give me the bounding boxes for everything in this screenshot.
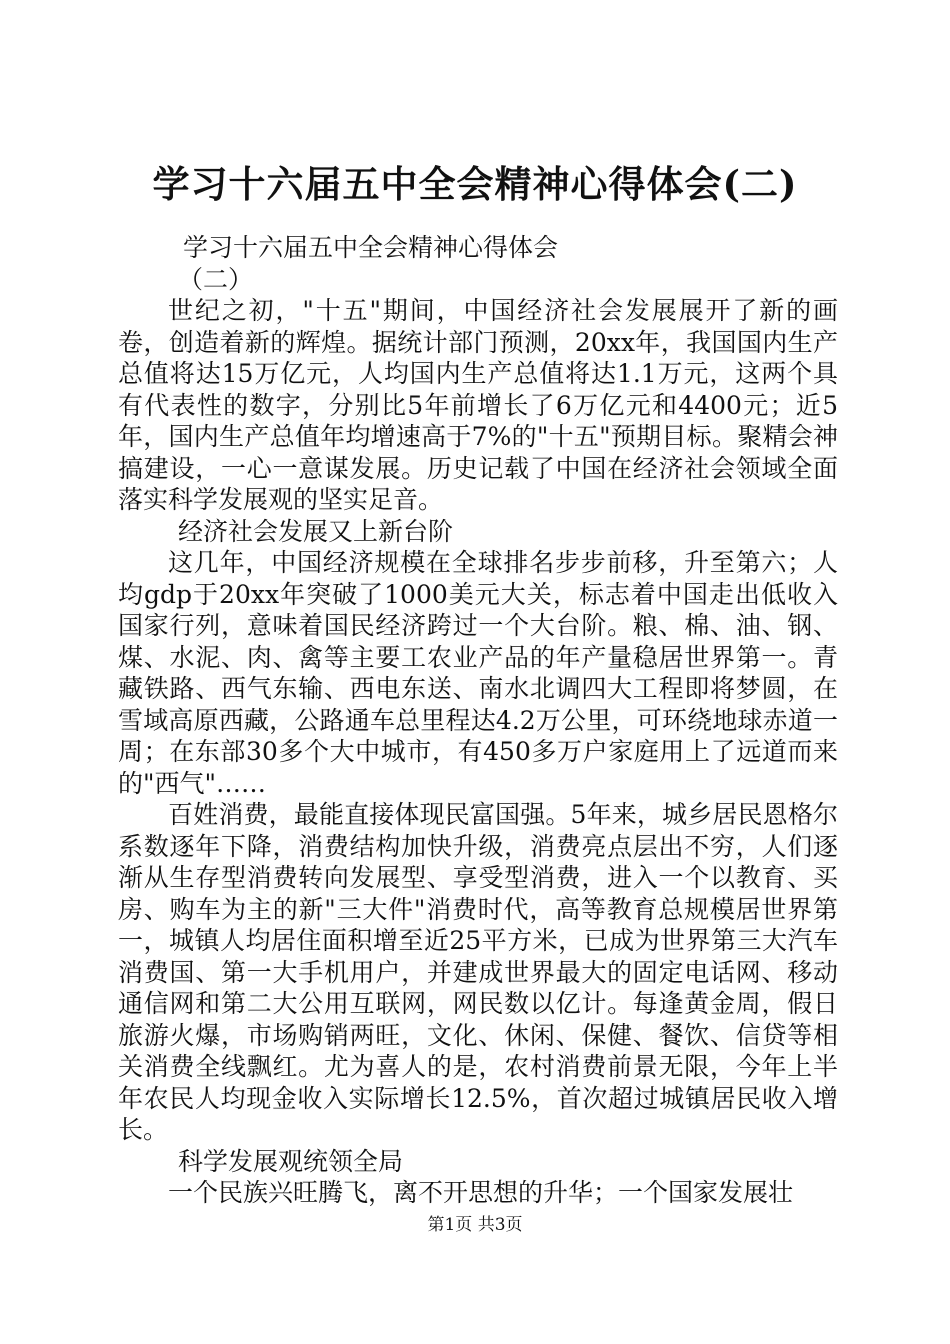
section-heading: 科学发展观统领全局 <box>178 1146 404 1176</box>
subtitle-line: 学习十六届五中全会精神心得体会 <box>183 233 559 262</box>
document-body <box>118 232 838 1209</box>
document-title: 学习十六届五中全会精神心得体会(二) <box>152 162 798 206</box>
page-footer: 第1页 共3页 <box>427 1215 523 1235</box>
paragraph: 一个民族兴旺腾飞，离不开思想的升华；一个国家发展壮 <box>168 1178 794 1207</box>
paragraph: 这几年，中国经济规模在全球排名步步前移，升至第六；人均gdp于20xx年突破了1000美元大关，标志着中国走出低收入国家行列，意味着国民经济跨过一个大台阶。粮、棉、油、钢、煤、水泥、肉、禽等主要工农业产品的年产量稳居世界第一。青藏铁路、西气东输、西电东送、南水北调四大工程即将梦圆，在雪域高原西藏，公路通车总里程达4.2万公里，可环绕地球赤道一周；在东部30多个大中城市，有450多万户家庭用上了远道而来的"西气"…… <box>118 548 838 798</box>
section-heading: 经济社会发展又上新台阶 <box>178 516 454 546</box>
paragraph: 世纪之初，"十五"期间，中国经济社会发展展开了新的画卷，创造着新的辉煌。据统计部门预测，20xx年，我国国内生产总值将达15万亿元，人均国内生产总值将达1.1万元，这两个具有代表性的数字，分别比5年前增长了6万亿元和4400元；近5年，国内生产总值年均增速高于7%的"十五"预期目标。聚精会神搞建设，一心一意谋发展。历史记载了中国在经济社会领域全面落实科学发展观的坚实足音。 <box>118 296 838 514</box>
subtitle-number: （二） <box>178 264 254 294</box>
paragraph: 百姓消费，最能直接体现民富国强。5年来，城乡居民恩格尔系数逐年下降，消费结构加快升级，消费亮点层出不穷，人们逐渐从生存型消费转向发展型、享受型消费，进入一个以教育、买房、购车为主的新"三大件"消费时代，高等教育总规模居世界第一，城镇人均居住面积增至近25平方米，已成为世界第三大汽车消费国、第一大手机用户，并建成世界最大的固定电话网、移动通信网和第二大公用互联网，网民数以亿计。每逢黄金周，假日旅游火爆，市场购销两旺，文化、休闲、保健、餐饮、信贷等相关消费全线飘红。尤为喜人的是，农村消费前景无限，今年上半年农民人均现金收入实际增长12.5%，首次超过城镇居民收入增长。 <box>118 800 838 1144</box>
